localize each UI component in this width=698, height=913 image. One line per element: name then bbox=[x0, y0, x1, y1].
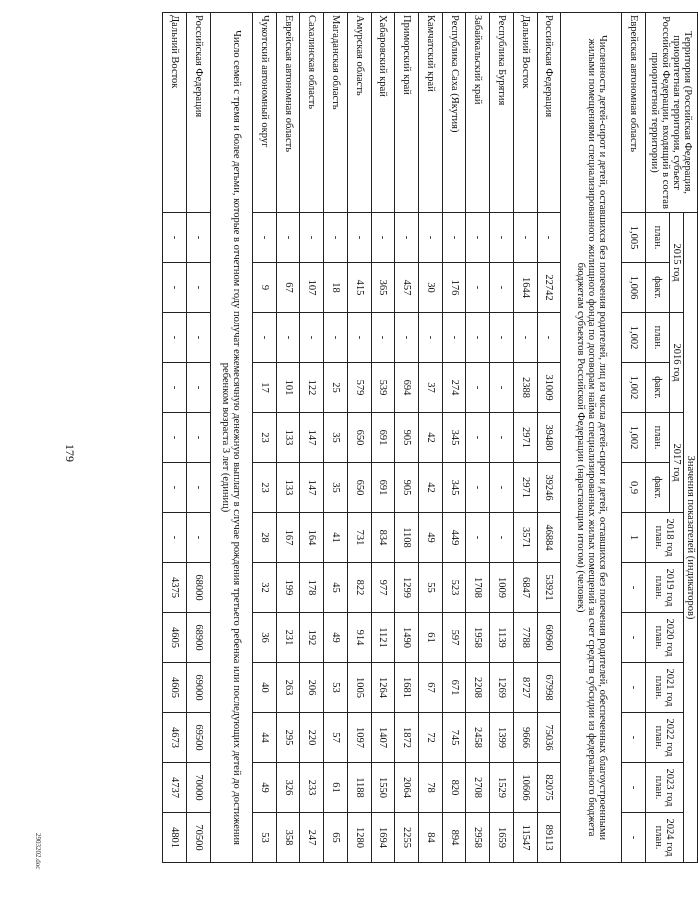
table-row bbox=[371, 13, 395, 863]
value-cell: 365 bbox=[371, 263, 395, 313]
value-cell: 1,002 bbox=[622, 313, 646, 363]
value-cell: 231 bbox=[276, 613, 300, 663]
value-cell: 914 bbox=[347, 613, 371, 663]
value-cell: - bbox=[300, 213, 324, 263]
table-body bbox=[163, 13, 646, 863]
value-cell: 745 bbox=[442, 713, 466, 763]
value-cell: 89113 bbox=[537, 813, 561, 863]
territory-name-cell: Приморский край bbox=[395, 13, 419, 213]
value-cell: 1681 bbox=[395, 663, 419, 713]
value-cell: - bbox=[186, 463, 210, 513]
value-cell: 67 bbox=[276, 263, 300, 313]
table-row bbox=[418, 13, 442, 863]
value-cell: 192 bbox=[300, 613, 324, 663]
value-cell: - bbox=[490, 513, 514, 563]
value-cell: 1121 bbox=[371, 613, 395, 663]
value-cell: 23 bbox=[252, 463, 276, 513]
plan-subheader: план. bbox=[646, 313, 670, 363]
value-cell: 1644 bbox=[513, 263, 537, 313]
value-cell: 69500 bbox=[186, 713, 210, 763]
value-cell: - bbox=[622, 663, 646, 713]
value-cell: - bbox=[490, 313, 514, 363]
year-header-2019: 2019 год план. bbox=[646, 563, 684, 613]
value-cell: 1264 bbox=[371, 663, 395, 713]
value-cell: 55 bbox=[418, 563, 442, 613]
value-cell: - bbox=[418, 313, 442, 363]
value-cell: 28 bbox=[252, 513, 276, 563]
value-cell: 45 bbox=[324, 563, 348, 613]
value-cell: 4375 bbox=[163, 563, 187, 613]
value-cell: - bbox=[186, 413, 210, 463]
value-cell: - bbox=[466, 513, 490, 563]
year-header-2016: 2016 год bbox=[670, 313, 684, 413]
value-cell: 894 bbox=[442, 813, 466, 863]
value-cell: 176 bbox=[442, 263, 466, 313]
value-cell: 101 bbox=[276, 363, 300, 413]
year-header-2023: 2023 год план. bbox=[646, 763, 684, 813]
value-cell: - bbox=[442, 313, 466, 363]
value-cell: - bbox=[513, 313, 537, 363]
value-cell: 1,005 bbox=[622, 213, 646, 263]
value-cell: 133 bbox=[276, 413, 300, 463]
value-cell: - bbox=[466, 413, 490, 463]
value-cell: 1188 bbox=[347, 763, 371, 813]
value-cell: 17 bbox=[252, 363, 276, 413]
territory-name-cell: Еврейская автономная область bbox=[276, 13, 300, 213]
value-cell: 263 bbox=[276, 663, 300, 713]
value-cell: 8727 bbox=[513, 663, 537, 713]
value-cell: - bbox=[466, 463, 490, 513]
value-cell: - bbox=[537, 213, 561, 263]
value-cell: 905 bbox=[395, 413, 419, 463]
value-cell: - bbox=[466, 213, 490, 263]
value-cell: - bbox=[163, 313, 187, 363]
value-cell: 57 bbox=[324, 713, 348, 763]
value-cell: 220 bbox=[300, 713, 324, 763]
value-cell: 41 bbox=[324, 513, 348, 563]
value-cell: 4605 bbox=[163, 663, 187, 713]
table-row bbox=[186, 13, 210, 863]
value-cell: 1009 bbox=[490, 563, 514, 613]
value-cell: - bbox=[371, 313, 395, 363]
value-cell: 178 bbox=[300, 563, 324, 613]
value-cell: 46884 bbox=[537, 513, 561, 563]
value-cell: 650 bbox=[347, 463, 371, 513]
value-cell: 68000 bbox=[186, 563, 210, 613]
value-cell: 11547 bbox=[513, 813, 537, 863]
value-cell: - bbox=[466, 263, 490, 313]
value-cell: 10606 bbox=[513, 763, 537, 813]
indicators-header: Значения показателей (индикаторов) bbox=[684, 213, 698, 863]
value-cell: 61 bbox=[324, 763, 348, 813]
value-cell: 49 bbox=[252, 763, 276, 813]
year-header-2022: 2022 год план. bbox=[646, 713, 684, 763]
value-cell: 6847 bbox=[513, 563, 537, 613]
territory-name-cell: Забайкальский край bbox=[466, 13, 490, 213]
value-cell: - bbox=[622, 713, 646, 763]
value-cell: 358 bbox=[276, 813, 300, 863]
value-cell: - bbox=[186, 313, 210, 363]
territory-name-cell: Республика Бурятия bbox=[490, 13, 514, 213]
value-cell: 274 bbox=[442, 363, 466, 413]
value-cell: 37 bbox=[418, 363, 442, 413]
value-cell: - bbox=[466, 313, 490, 363]
value-cell: - bbox=[186, 213, 210, 263]
value-cell: 2064 bbox=[395, 763, 419, 813]
value-cell: 61 bbox=[418, 613, 442, 663]
territory-name-cell: Дальний Восток bbox=[513, 13, 537, 213]
territory-name-cell: Хабаровский край bbox=[371, 13, 395, 213]
territory-name-cell: Еврейская автономная область bbox=[622, 13, 646, 213]
year-header-2017: 2017 год bbox=[670, 413, 684, 513]
value-cell: 731 bbox=[347, 513, 371, 563]
table-row bbox=[513, 13, 537, 863]
value-cell: - bbox=[395, 213, 419, 263]
plan-subheader: план. bbox=[646, 413, 670, 463]
section-caption-row bbox=[561, 13, 622, 863]
value-cell: 70500 bbox=[186, 813, 210, 863]
document-code: 2903202.doc bbox=[34, 833, 42, 870]
territory-name-cell: Чукотский автономный округ bbox=[252, 13, 276, 213]
value-cell: 1407 bbox=[371, 713, 395, 763]
value-cell: 9 bbox=[252, 263, 276, 313]
value-cell: 671 bbox=[442, 663, 466, 713]
value-cell: 1550 bbox=[371, 763, 395, 813]
plan-subheader: план. bbox=[646, 213, 670, 263]
section-caption-large-families: Число семей с тремя и более детьми, которые в отчетном году получат ежемесячную денежную выплату в случае рождения третьего ребенка или последующих детей до достижения ребенком возраста 3 лет (единиц) bbox=[210, 13, 252, 863]
year-header-2015: 2015 год bbox=[670, 213, 684, 313]
value-cell: - bbox=[622, 613, 646, 663]
value-cell: 822 bbox=[347, 563, 371, 613]
value-cell: - bbox=[466, 363, 490, 413]
section-caption-row bbox=[210, 13, 252, 863]
year-header-2021: 2021 год план. bbox=[646, 663, 684, 713]
value-cell: 49 bbox=[324, 613, 348, 663]
value-cell: 22742 bbox=[537, 263, 561, 313]
value-cell: 579 bbox=[347, 363, 371, 413]
page-number: 179 bbox=[63, 444, 77, 462]
value-cell: - bbox=[163, 513, 187, 563]
value-cell: 1108 bbox=[395, 513, 419, 563]
table-row bbox=[622, 13, 646, 863]
value-cell: 4737 bbox=[163, 763, 187, 813]
value-cell: - bbox=[324, 313, 348, 363]
territory-name-cell: Амурская область bbox=[347, 13, 371, 213]
value-cell: 1299 bbox=[395, 563, 419, 613]
value-cell: 345 bbox=[442, 413, 466, 463]
value-cell: 133 bbox=[276, 463, 300, 513]
value-cell: - bbox=[300, 313, 324, 363]
territory-name-cell: Республика Саха (Якутия) bbox=[442, 13, 466, 213]
territory-name-cell: Магаданская область bbox=[324, 13, 348, 213]
value-cell: 1005 bbox=[347, 663, 371, 713]
value-cell: 42 bbox=[418, 463, 442, 513]
value-cell: - bbox=[442, 213, 466, 263]
value-cell: 107 bbox=[300, 263, 324, 313]
value-cell: 1,006 bbox=[622, 263, 646, 313]
value-cell: 30 bbox=[418, 263, 442, 313]
year-header-2024: 2024 год план. bbox=[646, 813, 684, 863]
value-cell: 60960 bbox=[537, 613, 561, 663]
value-cell: 0,9 bbox=[622, 463, 646, 513]
value-cell: - bbox=[186, 263, 210, 313]
value-cell: 31009 bbox=[537, 363, 561, 413]
value-cell: 2958 bbox=[466, 813, 490, 863]
value-cell: 35 bbox=[324, 413, 348, 463]
value-cell: 84 bbox=[418, 813, 442, 863]
value-cell: - bbox=[490, 463, 514, 513]
value-cell: 199 bbox=[276, 563, 300, 613]
value-cell: 415 bbox=[347, 263, 371, 313]
value-cell: 69000 bbox=[186, 663, 210, 713]
value-cell: 32 bbox=[252, 563, 276, 613]
value-cell: 206 bbox=[300, 663, 324, 713]
value-cell: - bbox=[276, 213, 300, 263]
value-cell: 35 bbox=[324, 463, 348, 513]
value-cell: 147 bbox=[300, 463, 324, 513]
value-cell: - bbox=[186, 513, 210, 563]
value-cell: - bbox=[324, 213, 348, 263]
value-cell: 2708 bbox=[466, 763, 490, 813]
value-cell: 167 bbox=[276, 513, 300, 563]
table-row bbox=[252, 13, 276, 863]
value-cell: 2388 bbox=[513, 363, 537, 413]
value-cell: - bbox=[490, 363, 514, 413]
value-cell: - bbox=[622, 763, 646, 813]
value-cell: 4673 bbox=[163, 713, 187, 763]
value-cell: 67998 bbox=[537, 663, 561, 713]
value-cell: - bbox=[622, 563, 646, 613]
value-cell: 3571 bbox=[513, 513, 537, 563]
value-cell: 67 bbox=[418, 663, 442, 713]
value-cell: 40 bbox=[252, 663, 276, 713]
value-cell: 122 bbox=[300, 363, 324, 413]
value-cell: 1 bbox=[622, 513, 646, 563]
value-cell: 70000 bbox=[186, 763, 210, 813]
value-cell: - bbox=[347, 213, 371, 263]
value-cell: 539 bbox=[371, 363, 395, 413]
value-cell: 164 bbox=[300, 513, 324, 563]
value-cell: 4801 bbox=[163, 813, 187, 863]
value-cell: 694 bbox=[395, 363, 419, 413]
value-cell: 834 bbox=[371, 513, 395, 563]
fact-subheader: факт. bbox=[646, 263, 670, 313]
value-cell: 905 bbox=[395, 463, 419, 513]
value-cell: 345 bbox=[442, 463, 466, 513]
territory-name-cell: Сахалинская область bbox=[300, 13, 324, 213]
indicators-table bbox=[162, 12, 698, 863]
value-cell: 1958 bbox=[466, 613, 490, 663]
table-container bbox=[162, 12, 698, 862]
value-cell: 597 bbox=[442, 613, 466, 663]
value-cell: 1,002 bbox=[622, 413, 646, 463]
value-cell: - bbox=[347, 313, 371, 363]
value-cell: 68900 bbox=[186, 613, 210, 663]
table-row bbox=[395, 13, 419, 863]
territory-name-cell: Российская Федерация bbox=[186, 13, 210, 213]
value-cell: 449 bbox=[442, 513, 466, 563]
value-cell: 53 bbox=[324, 663, 348, 713]
value-cell: 233 bbox=[300, 763, 324, 813]
table-row bbox=[300, 13, 324, 863]
value-cell: 1872 bbox=[395, 713, 419, 763]
table-row bbox=[466, 13, 490, 863]
value-cell: 1529 bbox=[490, 763, 514, 813]
value-cell: 1708 bbox=[466, 563, 490, 613]
value-cell: 23 bbox=[252, 413, 276, 463]
year-header-2020: 2020 год план. bbox=[646, 613, 684, 663]
value-cell: 25 bbox=[324, 363, 348, 413]
value-cell: - bbox=[163, 463, 187, 513]
territory-header: Территория (Российская Федерация, приоритетная территория, субъект Российской Федерации, входящий в состав приоритетной территории) bbox=[646, 13, 698, 213]
value-cell: 691 bbox=[371, 463, 395, 513]
value-cell: - bbox=[371, 213, 395, 263]
value-cell: 18 bbox=[324, 263, 348, 313]
value-cell: 147 bbox=[300, 413, 324, 463]
table-row bbox=[347, 13, 371, 863]
value-cell: 650 bbox=[347, 413, 371, 463]
table-row bbox=[537, 13, 561, 863]
value-cell: 78 bbox=[418, 763, 442, 813]
value-cell: 39480 bbox=[537, 413, 561, 463]
value-cell: - bbox=[186, 363, 210, 413]
table-row bbox=[163, 13, 187, 863]
value-cell: - bbox=[537, 313, 561, 363]
value-cell: 1097 bbox=[347, 713, 371, 763]
value-cell: 72 bbox=[418, 713, 442, 763]
value-cell: 9666 bbox=[513, 713, 537, 763]
value-cell: 977 bbox=[371, 563, 395, 613]
value-cell: 1659 bbox=[490, 813, 514, 863]
value-cell: 326 bbox=[276, 763, 300, 813]
value-cell: - bbox=[395, 313, 419, 363]
value-cell: - bbox=[163, 413, 187, 463]
value-cell: 49 bbox=[418, 513, 442, 563]
value-cell: 691 bbox=[371, 413, 395, 463]
value-cell: 1399 bbox=[490, 713, 514, 763]
value-cell: 42 bbox=[418, 413, 442, 463]
value-cell: - bbox=[418, 213, 442, 263]
table-row bbox=[490, 13, 514, 863]
value-cell: 53 bbox=[252, 813, 276, 863]
value-cell: 1280 bbox=[347, 813, 371, 863]
value-cell: - bbox=[490, 213, 514, 263]
territory-name-cell: Камчатский край bbox=[418, 13, 442, 213]
value-cell: 53921 bbox=[537, 563, 561, 613]
value-cell: - bbox=[252, 313, 276, 363]
value-cell: 65 bbox=[324, 813, 348, 863]
value-cell: 2255 bbox=[395, 813, 419, 863]
value-cell: 75036 bbox=[537, 713, 561, 763]
value-cell: 2971 bbox=[513, 413, 537, 463]
value-cell: - bbox=[163, 363, 187, 413]
value-cell: - bbox=[490, 263, 514, 313]
year-header-2018: 2018 год план. bbox=[646, 513, 684, 563]
value-cell: 1139 bbox=[490, 613, 514, 663]
section-caption-orphans-housing: Численность детей-сирот и детей, оставшихся без попечения родителей, лиц из числа детей-сирот и детей, оставшихся без попечения родителей, обеспеченных благоустроенными жилыми помещениями специализированного жилищного фонда по договорам найма специализированных жилых помещений за счет средств субсидии из федерального бюджета бюджетам субъектов Российской Федерации (нарастающим итогом) (человек) bbox=[561, 13, 622, 863]
territory-name-cell: Российская Федерация bbox=[537, 13, 561, 213]
value-cell: 7788 bbox=[513, 613, 537, 663]
fact-subheader: факт. bbox=[646, 363, 670, 413]
value-cell: 1269 bbox=[490, 663, 514, 713]
value-cell: 36 bbox=[252, 613, 276, 663]
value-cell: - bbox=[513, 213, 537, 263]
value-cell: 820 bbox=[442, 763, 466, 813]
value-cell: 247 bbox=[300, 813, 324, 863]
table-row bbox=[442, 13, 466, 863]
table-row bbox=[276, 13, 300, 863]
value-cell: 523 bbox=[442, 563, 466, 613]
value-cell: - bbox=[163, 263, 187, 313]
value-cell: - bbox=[622, 813, 646, 863]
value-cell: 2971 bbox=[513, 463, 537, 513]
value-cell: - bbox=[252, 213, 276, 263]
value-cell: 4605 bbox=[163, 613, 187, 663]
value-cell: 82075 bbox=[537, 763, 561, 813]
fact-subheader: факт. bbox=[646, 463, 670, 513]
value-cell: - bbox=[490, 413, 514, 463]
value-cell: 44 bbox=[252, 713, 276, 763]
value-cell: 2458 bbox=[466, 713, 490, 763]
value-cell: 39246 bbox=[537, 463, 561, 513]
value-cell: 1,002 bbox=[622, 363, 646, 413]
value-cell: 295 bbox=[276, 713, 300, 763]
value-cell: 1490 bbox=[395, 613, 419, 663]
value-cell: - bbox=[163, 213, 187, 263]
table-row bbox=[324, 13, 348, 863]
value-cell: 1694 bbox=[371, 813, 395, 863]
value-cell: - bbox=[276, 313, 300, 363]
value-cell: 2208 bbox=[466, 663, 490, 713]
territory-name-cell: Дальний Восток bbox=[163, 13, 187, 213]
value-cell: 457 bbox=[395, 263, 419, 313]
